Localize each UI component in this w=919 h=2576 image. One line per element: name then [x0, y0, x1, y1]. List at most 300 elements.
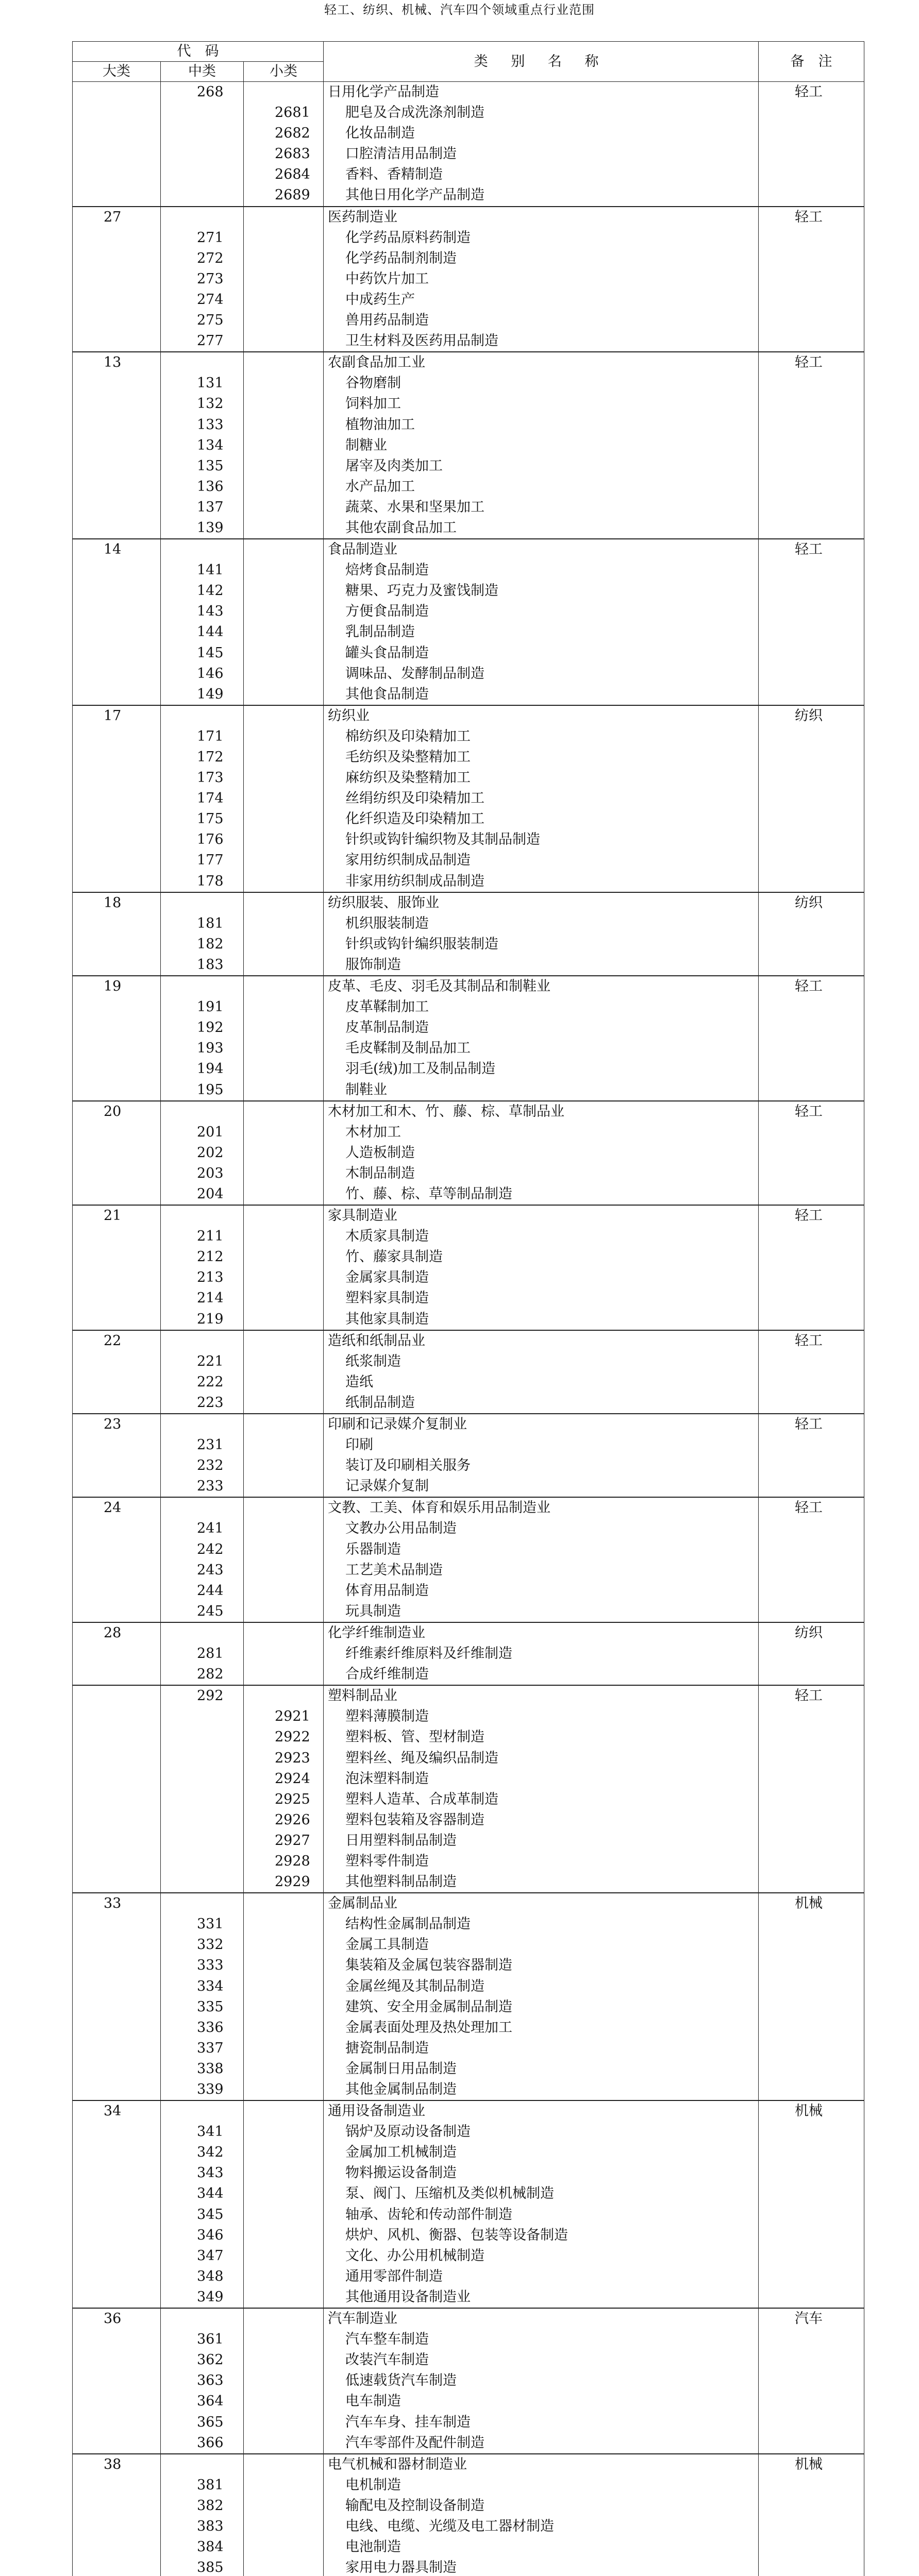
middle-code: 335	[197, 1998, 224, 2015]
major-code-cell	[73, 2454, 161, 2576]
category-name: 化学药品制剂制造	[345, 250, 457, 266]
remark: 轻工	[795, 1332, 823, 1349]
category-name: 卫生材料及医药用品制造	[345, 333, 499, 349]
major-code-cell	[73, 1414, 161, 1497]
category-name: 皮革、毛皮、羽毛及其制品和制鞋业	[328, 978, 551, 995]
middle-code-cell	[161, 1685, 244, 1893]
category-name: 蔬菜、水果和坚果加工	[345, 499, 485, 515]
minor-code	[275, 643, 323, 664]
major-code: 20	[104, 1103, 122, 1120]
category-name: 合成纤维制造	[345, 1666, 429, 1683]
middle-code	[197, 1706, 243, 1727]
minor-code	[275, 518, 323, 538]
middle-code: 193	[197, 1040, 224, 1057]
minor-code-cell	[244, 352, 324, 539]
major-code: 17	[104, 707, 122, 724]
middle-code: 342	[197, 2144, 224, 2161]
middle-code: 211	[197, 1228, 224, 1245]
category-name: 汽车整车制造	[345, 2331, 429, 2348]
industry-group-row	[73, 1685, 864, 1893]
middle-code: 143	[197, 603, 224, 620]
middle-code: 242	[197, 1541, 224, 1557]
category-name: 低速载货汽车制造	[345, 2372, 457, 2389]
category-name: 汽车零部件及配件制造	[345, 2434, 485, 2451]
category-name: 皮革制品制造	[345, 1020, 429, 1036]
remark: 轻工	[795, 1688, 823, 1704]
major-code-cell	[73, 1893, 161, 2100]
middle-code: 204	[197, 1185, 224, 1202]
minor-code	[275, 1267, 323, 1288]
middle-code	[197, 1414, 243, 1435]
middle-code: 381	[197, 2477, 224, 2493]
minor-code	[275, 1976, 323, 1997]
minor-code	[275, 2205, 323, 2225]
category-name: 服饰制造	[345, 956, 402, 973]
middle-code	[197, 1851, 243, 1872]
major-code-cell	[73, 705, 161, 892]
middle-code-cell	[161, 892, 244, 976]
category-name-cell	[324, 2454, 759, 2576]
middle-code-cell	[161, 539, 244, 705]
minor-code	[275, 2287, 323, 2308]
remark: 轻工	[795, 1416, 823, 1432]
category-name: 其他金属制品制造	[345, 2081, 457, 2097]
minor-code: 2681	[275, 105, 310, 121]
remark-cell	[759, 976, 864, 1101]
middle-code	[197, 1893, 243, 1914]
middle-code: 344	[197, 2185, 224, 2202]
middle-code: 174	[197, 790, 224, 807]
category-name: 塑料包装箱及容器制造	[345, 1811, 485, 1828]
major-code-cell	[73, 1622, 161, 1685]
minor-code: 2927	[275, 1832, 310, 1849]
minor-code-cell	[244, 1330, 324, 1414]
minor-code	[275, 2433, 323, 2453]
category-name: 农副食品加工业	[328, 354, 426, 371]
minor-code	[275, 1455, 323, 1476]
category-name: 香料、香精制造	[345, 166, 443, 183]
category-name: 汽车制造业	[328, 2311, 398, 2327]
category-name: 造纸	[345, 1374, 374, 1390]
category-name: 中成药生产	[345, 291, 415, 308]
middle-code: 146	[197, 665, 224, 682]
middle-code: 346	[197, 2227, 224, 2243]
major-code: 13	[104, 354, 122, 371]
minor-code	[275, 497, 323, 518]
middle-code-cell	[161, 1205, 244, 1330]
category-name: 医药制造业	[328, 209, 398, 225]
minor-code-cell	[244, 2100, 324, 2308]
category-name: 调味品、发酵制品制造	[345, 665, 485, 682]
category-name: 木材加工和木、竹、藤、棕、草制品业	[328, 1103, 565, 1120]
minor-code-cell	[244, 1622, 324, 1685]
minor-code: 2929	[275, 1874, 310, 1890]
category-name: 输配电及控制设备制造	[345, 2497, 485, 2514]
category-name: 文教、工美、体育和娱乐用品制造业	[328, 1500, 551, 1516]
middle-code: 337	[197, 2040, 224, 2056]
middle-code: 332	[197, 1937, 224, 1953]
minor-code	[275, 415, 323, 435]
category-name: 化纤织造及印染精加工	[345, 811, 485, 827]
middle-code	[197, 976, 243, 997]
category-name: 屠宰及肉类加工	[345, 457, 443, 474]
category-name: 毛皮鞣制及制品加工	[345, 1040, 471, 1057]
middle-code	[197, 1727, 243, 1748]
category-name: 化妆品制造	[345, 125, 415, 142]
middle-code: 347	[197, 2247, 224, 2264]
middle-code: 191	[197, 999, 224, 1015]
middle-code: 212	[197, 1249, 224, 1265]
code-header: 代 码	[73, 42, 324, 62]
major-code: 24	[104, 1500, 122, 1516]
remark-cell	[759, 1685, 864, 1893]
major-code-cell	[73, 1205, 161, 1330]
middle-code: 135	[197, 457, 224, 474]
minor-code: 2924	[275, 1770, 310, 1787]
minor-code	[275, 1643, 323, 1664]
minor-code	[275, 955, 323, 975]
category-name: 其他食品制造	[345, 686, 429, 702]
minor-code	[275, 1122, 323, 1143]
middle-code: 282	[197, 1666, 224, 1683]
minor-code	[275, 1893, 323, 1914]
category-name: 泵、阀门、压缩机及类似机械制造	[345, 2185, 555, 2202]
minor-code	[275, 228, 323, 248]
minor-code	[275, 394, 323, 414]
major-code-cell	[73, 892, 161, 976]
category-name: 印刷	[345, 1437, 374, 1453]
minor-code	[275, 1935, 323, 1955]
middle-code-cell	[161, 207, 244, 352]
remark-cell	[759, 1893, 864, 2100]
middle-code: 384	[197, 2539, 224, 2555]
minor-code	[275, 1686, 323, 1706]
category-name: 糖果、巧克力及蜜饯制造	[345, 583, 499, 599]
middle-code-cell	[161, 2100, 244, 2308]
middle-code: 178	[197, 873, 224, 889]
category-name: 汽车车身、挂车制造	[345, 2414, 471, 2430]
middle-code: 194	[197, 1061, 224, 1077]
middle-code	[197, 2309, 243, 2329]
minor-code	[275, 1623, 323, 1643]
minor-code	[275, 331, 323, 351]
middle-code: 221	[197, 1353, 224, 1369]
remark-cell	[759, 892, 864, 976]
middle-code	[197, 1623, 243, 1643]
remark-cell	[759, 705, 864, 892]
middle-code: 141	[197, 562, 224, 579]
category-name: 泡沫塑料制造	[345, 1770, 429, 1787]
minor-code-cell	[244, 1685, 324, 1893]
category-name: 麻纺织及染整精加工	[345, 770, 471, 786]
minor-code	[275, 2018, 323, 2038]
industry-group-row	[73, 1101, 864, 1205]
minor-code	[275, 1184, 323, 1205]
minor-code	[275, 2391, 323, 2412]
category-name-cell	[324, 1685, 759, 1893]
category-name: 纺织服装、服饰业	[328, 894, 440, 911]
major-code: 22	[104, 1332, 122, 1349]
middle-code: 245	[197, 1603, 224, 1619]
industry-group-row	[73, 2308, 864, 2454]
remark-cell	[759, 2308, 864, 2454]
middle-code: 202	[197, 1144, 224, 1161]
major-code-cell	[73, 352, 161, 539]
middle-code: 203	[197, 1165, 224, 1181]
middle-code: 222	[197, 1374, 224, 1390]
category-name: 制鞋业	[345, 1081, 388, 1098]
major-code-cell	[73, 1101, 161, 1205]
minor-code-cell	[244, 2454, 324, 2576]
middle-code-cell	[161, 976, 244, 1101]
middle-code	[197, 1831, 243, 1851]
category-name: 方便食品制造	[345, 603, 429, 620]
middle-code-cell	[161, 2454, 244, 2576]
major-code	[104, 82, 160, 103]
category-name: 针织或钩针编织服装制造	[345, 936, 499, 952]
minor-code	[275, 1664, 323, 1685]
industry-group-row	[73, 2454, 864, 2576]
name-header: 类 别 名 称	[324, 42, 759, 82]
category-name: 金属制日用品制造	[345, 2060, 457, 2077]
middle-code: 213	[197, 1269, 224, 1286]
category-name: 罐头食品制造	[345, 645, 429, 661]
remark: 纺织	[795, 1624, 823, 1641]
minor-code	[275, 664, 323, 684]
minor-code	[275, 2059, 323, 2079]
minor-code	[275, 1581, 323, 1601]
minor-code	[275, 352, 323, 373]
category-name: 金属表面处理及热处理加工	[345, 2019, 513, 2036]
minor-code: 2684	[275, 166, 310, 183]
category-name: 纺织业	[328, 707, 370, 724]
category-name: 木制品制造	[345, 1165, 415, 1181]
middle-code: 223	[197, 1394, 224, 1411]
category-name: 塑料家具制造	[345, 1290, 429, 1307]
middle-code: 382	[197, 2497, 224, 2514]
minor-code: 2921	[275, 1708, 310, 1725]
category-name: 塑料零件制造	[345, 1853, 429, 1869]
middle-code-cell	[161, 705, 244, 892]
category-name: 造纸和纸制品业	[328, 1332, 426, 1349]
industry-group-row	[73, 207, 864, 352]
major-code-cell	[73, 82, 161, 207]
category-name: 针织或钩针编织物及其制品制造	[345, 832, 541, 848]
category-name: 金属丝绳及其制品制造	[345, 1978, 485, 1994]
minor-code: 2922	[275, 1729, 310, 1745]
category-name: 轴承、齿轮和传动部件制造	[345, 2206, 513, 2223]
category-name: 中药饮片加工	[345, 270, 429, 287]
category-name: 文化、办公用机械制造	[345, 2247, 485, 2264]
category-name: 结构性金属制品制造	[345, 1916, 471, 1933]
major-code	[104, 1686, 160, 1706]
category-name-cell	[324, 1414, 759, 1497]
middle-code: 281	[197, 1646, 224, 1662]
minor-code-cell	[244, 1414, 324, 1497]
minor-code	[275, 913, 323, 934]
middle-code: 345	[197, 2206, 224, 2223]
minor-code	[275, 1914, 323, 1935]
major-code: 27	[104, 209, 122, 225]
remark-cell	[759, 207, 864, 352]
minor-code: 2923	[275, 1750, 310, 1766]
middle-code: 131	[197, 375, 224, 392]
category-name: 家具制造业	[328, 1208, 398, 1224]
minor-code	[275, 2101, 323, 2122]
category-name-cell	[324, 1497, 759, 1622]
category-name-cell	[324, 539, 759, 705]
category-name: 金属加工机械制造	[345, 2144, 457, 2161]
minor-code	[275, 1997, 323, 2018]
remark-cell	[759, 2100, 864, 2308]
category-name: 其他通用设备制造业	[345, 2289, 471, 2305]
category-name: 塑料板、管、型材制造	[345, 1729, 485, 1745]
middle-code: 192	[197, 1020, 224, 1036]
minor-code: 2925	[275, 1791, 310, 1807]
minor-code-cell	[244, 705, 324, 892]
minor-code-cell	[244, 207, 324, 352]
major-code-cell	[73, 539, 161, 705]
middle-code: 343	[197, 2165, 224, 2181]
category-name-cell	[324, 892, 759, 976]
minor-code	[275, 2412, 323, 2433]
middle-code: 244	[197, 1582, 224, 1599]
middle-code: 334	[197, 1978, 224, 1994]
category-name: 乳制品制造	[345, 624, 415, 640]
minor-code	[275, 373, 323, 394]
category-name-cell	[324, 352, 759, 539]
remark-cell	[759, 1497, 864, 1622]
minor-code	[275, 1059, 323, 1079]
category-name: 文教办公用品制造	[345, 1520, 457, 1537]
industry-group-row	[73, 705, 864, 892]
category-name-cell	[324, 2100, 759, 2308]
category-name: 木材加工	[345, 1124, 402, 1140]
minor-code-cell	[244, 2308, 324, 2454]
category-name: 机织服装制造	[345, 915, 429, 931]
category-name: 乐器制造	[345, 1541, 402, 1557]
minor-code	[275, 1372, 323, 1393]
remark: 汽车	[795, 2311, 823, 2327]
minor-code	[275, 1038, 323, 1059]
category-name: 其他农副食品加工	[345, 519, 457, 536]
minor-code	[275, 477, 323, 497]
middle-code: 277	[197, 333, 224, 349]
minor-code	[275, 747, 323, 768]
middle-code: 363	[197, 2372, 224, 2389]
middle-code	[197, 1101, 243, 1122]
middle-code: 241	[197, 1520, 224, 1537]
minor-code	[275, 2038, 323, 2059]
minor-code-cell	[244, 892, 324, 976]
minor-code	[275, 601, 323, 622]
category-name: 日用化学产品制造	[328, 84, 440, 100]
minor-code-cell	[244, 1205, 324, 1330]
minor-code	[275, 1435, 323, 1455]
middle-code	[197, 207, 243, 228]
industry-group-row	[73, 976, 864, 1101]
minor-code	[275, 1518, 323, 1539]
middle-code-cell	[161, 82, 244, 207]
middle-code	[197, 893, 243, 913]
category-name: 家用电力器具制造	[345, 2560, 457, 2576]
remark: 轻工	[795, 209, 823, 225]
middle-code	[197, 1206, 243, 1226]
industry-group-row	[73, 539, 864, 705]
minor-code	[275, 1331, 323, 1351]
middle-code: 177	[197, 852, 224, 869]
category-name: 口腔清洁用品制造	[345, 146, 457, 162]
category-name: 电线、电缆、光缆及电工器材制造	[345, 2518, 555, 2534]
middle-code: 341	[197, 2124, 224, 2140]
remark: 轻工	[795, 1208, 823, 1224]
category-name-cell	[324, 976, 759, 1101]
remark: 机械	[795, 2103, 823, 2120]
minor-code	[275, 934, 323, 955]
category-name: 塑料薄膜制造	[345, 1708, 429, 1725]
category-name: 印刷和记录媒介复制业	[328, 1416, 467, 1432]
middle-code: 201	[197, 1124, 224, 1140]
industry-group-row	[73, 1205, 864, 1330]
category-name: 塑料人造革、合成革制造	[345, 1791, 499, 1807]
minor-code-cell	[244, 976, 324, 1101]
middle-code: 364	[197, 2393, 224, 2410]
remark: 轻工	[795, 541, 823, 558]
major-code-cell	[73, 1685, 161, 1893]
minor-code	[275, 2079, 323, 2100]
category-name: 通用设备制造业	[328, 2103, 426, 2120]
remark-cell	[759, 82, 864, 207]
category-name: 其他家具制造	[345, 1311, 429, 1327]
middle-code: 219	[197, 1311, 224, 1327]
minor-code	[275, 435, 323, 456]
category-name: 金属工具制造	[345, 1937, 429, 1953]
minor-code	[275, 2329, 323, 2350]
industry-group-row	[73, 82, 864, 207]
middle-code	[197, 1769, 243, 1789]
category-name-cell	[324, 1205, 759, 1330]
major-code: 14	[104, 541, 122, 558]
middle-code: 274	[197, 291, 224, 308]
minor-code-cell	[244, 539, 324, 705]
middle-code: 195	[197, 1081, 224, 1098]
category-name: 记录媒介复制	[345, 1478, 429, 1495]
middle-code: 176	[197, 832, 224, 848]
middle-code: 273	[197, 270, 224, 287]
minor-code	[275, 893, 323, 913]
remark: 轻工	[795, 84, 823, 100]
minor-code	[275, 2309, 323, 2329]
middle-code: 214	[197, 1290, 224, 1307]
remark-cell	[759, 2454, 864, 2576]
middle-code: 275	[197, 312, 224, 329]
minor-code	[275, 2183, 323, 2204]
middle-code	[197, 1498, 243, 1518]
minor-code	[275, 539, 323, 560]
major-code: 19	[104, 978, 122, 995]
minor-code: 2683	[275, 146, 310, 162]
major-code: 18	[104, 894, 122, 911]
remark: 纺织	[795, 894, 823, 911]
minor-code	[275, 1309, 323, 1330]
minor-code	[275, 1476, 323, 1497]
category-name: 烘炉、风机、衡器、包装等设备制造	[345, 2227, 569, 2243]
minor-code	[275, 82, 323, 103]
category-name: 羽毛(绒)加工及制品制造	[345, 1061, 496, 1077]
category-name: 塑料制品业	[328, 1688, 398, 1704]
minor-code	[275, 2475, 323, 2496]
category-name: 水产品加工	[345, 478, 415, 495]
